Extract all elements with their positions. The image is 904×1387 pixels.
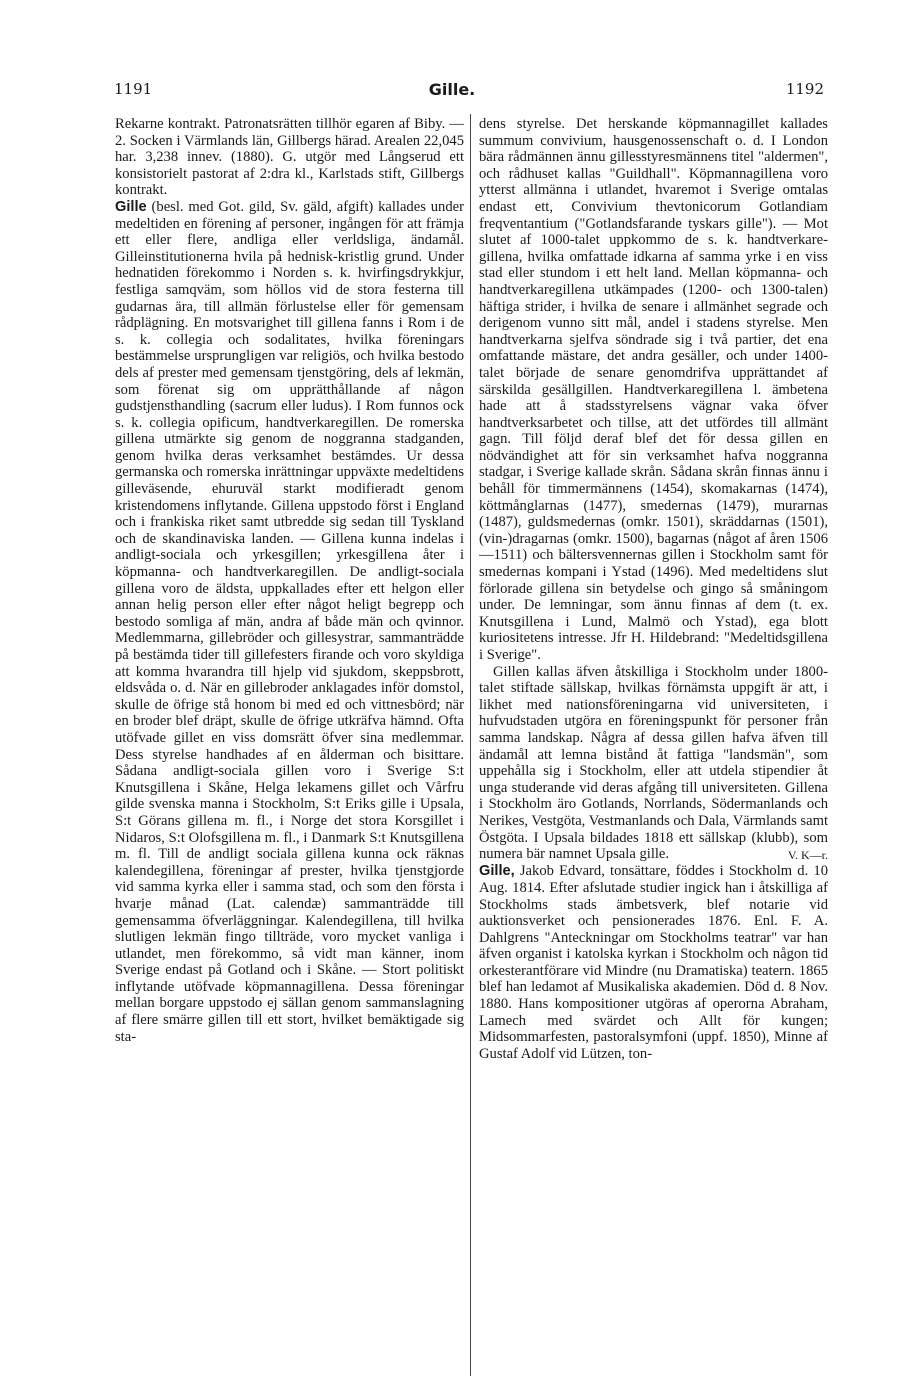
entry-paragraph: Gillen kallas äfven åtskilliga i Stockholm under 1800-talet stiftade sällskap, hvilkas förnämsta uppgift är att, i likhet med nationsföreningarna vid universiteten, i hufvudstaden utgöra en föreningspunkt för personer från samma landskap. Några af dessa gillen hafva äfven till ändamål att lemna bistånd åt fattiga "landsmän", som uppehålla sig i Stockholm, eller att utdela stipendier åt unga studerande vid deras afgång till universiteten. Gillena i Stockholm äro Gotlands, Norrlands, Södermanlands och Nerikes, Vestgöta, Vestmanlands och Dala, Värmlands samt Östgöta. I Upsala bildades 1818 ett sällskap (klubb), som numera bär namnet Upsala gille.: [479, 663, 828, 863]
page-number-left: 1191: [114, 80, 153, 98]
entry-gille: [115, 199, 464, 1045]
entry-body: (besl. med Got. gild, Sv. gäld, afgift) kallades under medeltiden en förening af personer, ingången för att främja ett eller flere, andliga eller verldsliga, ändamål. Gilleinstitutionerna hvila på hednisk-kristlig grund. Under hednatiden förekommo i Norden s. k. hvirfingsdrykkjur, festliga samqväm, som höllos vid de stora festerna till gudarnas ära, till allmän förlustelse eller för gemensam rådplägning. En motsvarighet till gillena fanns i Rom i de s. k. collegia och sodalitates, hvilka föreningars bestämmelse ursprungligen var religiös, och hvilka bestodo dels af prester med gemensam tjenstgöring, dels af lekmän, som förenat sig om upprätthållande af någon gudstjensthandling (sacrum eller ludus). I Rom funnos ock s. k. collegia opificum, handtverkaregillen. De romerska gillena utmärkte sig genom de noggranna stadganden, genom hvilka deras verksamhet bestämdes. Ur dessa germanska och romerska inrättningar uppväxte medeltidens gilleväsende, ehuruväl starkt modifieradt genom kristendomens inflytande. Gillena uppstodo först i England och i frankiska riket samt utbredde sig sedan till Tyskland och de skandinaviska landen. — Gillena kunna indelas i andligt-sociala och yrkesgillen; yrkesgillena åter i köpmanna- och handtverkaregillen. De andligt-sociala gillena voro de äldsta, uppkallades efter ett helgon eller annan helig person eller efter något heligt begrepp och bestodo somliga af män, andra af både män och qvinnor. Medlemmarna, gillebröder och gillesystrar, sammanträdde på bestämda tider till gillefesters firande och voro skyldiga att komma hvarandra till hjelp vid sjukdom, skeppsbrott, eldsvåda o. d. När en gillebroder anklagades inför domstol, skulle de öfrige stå honom bi med ed och vittnesbörd; när en broder blef dräpt, skulle de öfrige utkräfva hämnd. Ofta utöfvade gillet en viss domsrätt öfver sina medlemmar. Dess styrelse handhades af en ålderman och bisittare. Sådana andligt-sociala gillen voro i Sverige S:t Knutsgillena i Skåne, Helga lekamens gillet och Vårfru gilde svenska manna i Stockholm, S:t Eriks gille i Upsala, S:t Görans gillena m. fl., i Norge det stora Korsgillet i Nidaros, S:t Olofsgillena m. fl., i Danmark S:t Knutsgillena m. fl. Till de andligt sociala gillena kunna ock räknas kalendegillena, föreningar af prester, hvilka tjenstgjorde vid samma kyrka eller i samma stad, och som den första i hvarje månad (Lat. calendæ) sammanträdde till gemensamma öfverläggningar. Kalendegillena, till hvilka slutligen lekmän fingo tillträde, voro mycket vanliga i utlandet, men förekommo, så vidt man känner, inom Sverige endast på Gotland och i Skåne. — Stort politiskt inflytande utöfvade köpmannagillena. Dessa föreningar mellan borgare uppstodo ej sällan genom sammanslagning af flere smärre gillen till ett stort, hvilket bemäktigade sig sta-: [115, 198, 464, 1045]
entry-headword: Gille,: [479, 863, 515, 880]
page-number-right: 1192: [785, 80, 824, 98]
entry-continuation: Rekarne kontrakt. Patronatsrätten tillhör egaren af Biby. — 2. Socken i Värmlands län, Gillbergs härad. Arealen 22,045 har. 3,238 innev. (1880). G. utgör med Långserud ett konsistorielt pastorat af 2:dra kl., Karlstads stift, Gillbergs kontrakt.: [115, 116, 464, 199]
right-column: [479, 116, 828, 1374]
entry-headword: Gille: [115, 198, 147, 215]
left-column: [115, 116, 464, 1374]
page-title: Gille.: [428, 80, 476, 99]
author-signature: V. K—r.: [787, 847, 828, 862]
entry-continuation: dens styrelse. Det herskande köpmannagillet kallades summum convivium, hausgenossenschaft o. d. I London bära rådmännen ännu gillesstyresmännens titel "aldermen", och rådhuset kallas "Guildhall". Köpmannagillena voro ytterst allmänna i utlandet, hvaremot i Sverige omtalas endast ett, Convivium thevtonicorum Gotlandiam freqventantium ("Gotlandsfarande tyskars gille"). — Mot slutet af 1000-talet uppkommo de s. k. handtverkare-gillena, hvilka omfattade idkarna af samma yrke i en viss stad eller stundom i ett helt land. Mellan köpmanna- och handtverkaregillena utkämpades (1200- och 1300-talen) häftiga strider, i hvilka de senare i allmänhet segrade och derigenom vunno sitt mål, andel i stadens styrelse. Men handtverkarna sjelfva söndrade sig i två partier, det ena omfattande mästare, det andra gesäller, och under 1400-talet började de senare genomdrifva upprättandet af särskilda gesällgillen. Handtverkaregillena l. ämbetena hade att å stadsstyrelsens vägnar vaka öfver handtverksarbetet och tillse, att det utfördes till allmänt gagn. Till följd deraf blef det för dessa gillen en nödvändighet att för sin verksamhet hafva noggranna stadgar, i Sverige kallade skrån. Sådana skrån finnas ännu i behåll för timmermännens (1454), skomakarnas (1474), köttmånglarnas (1477), smedernas (1479), murarnas (1487), guldsmedernas (omkr. 1501), skräddarnas (1501), (vin-)dragarnas (omkr. 1500), bagarnas (något af åren 1506—1511) och bältersvennernas gillen i Stockholm samt för smedernas kompani i Ystad (1496). Med medeltidens slut förlorade gillena sin betydelse och gingo så småningom under. De lemningar, som ännu finnas af dem (t. ex. Knutsgillena i Lund, Malmö och Ystad), ega blott kuriositetens intresse. Jfr H. Hildebrand: "Medeltidsgillena i Sverige".: [479, 116, 828, 663]
entry-gille-jakob: [479, 863, 828, 1062]
column-divider: [470, 114, 471, 1376]
entry-body: Jakob Edvard, tonsättare, föddes i Stockholm d. 10 Aug. 1814. Efter afslutade studier ingick han i åtskilliga af Stockholms stads ämbetsverk, blef notarie vid auktionsverket och pensionerades 1876. Enl. F. A. Dahlgrens "Anteckningar om Stockholms teatrar" var han äfven organist i katolska kyrkan i Stockholm och någon tid orkesterantförare vid Mindre (nu Dramatiska) teatern. 1865 blef han ledamot af Musikaliska akademien. Död d. 8 Nov. 1880. Hans kompositioner utgöras af operorna Abraham, Lamech med svärdet och Allt för kungen; Midsommarfesten, pastoralsymfoni (uppf. 1850), Minne af Gustaf Adolf vid Lützen, ton-: [479, 863, 828, 1062]
